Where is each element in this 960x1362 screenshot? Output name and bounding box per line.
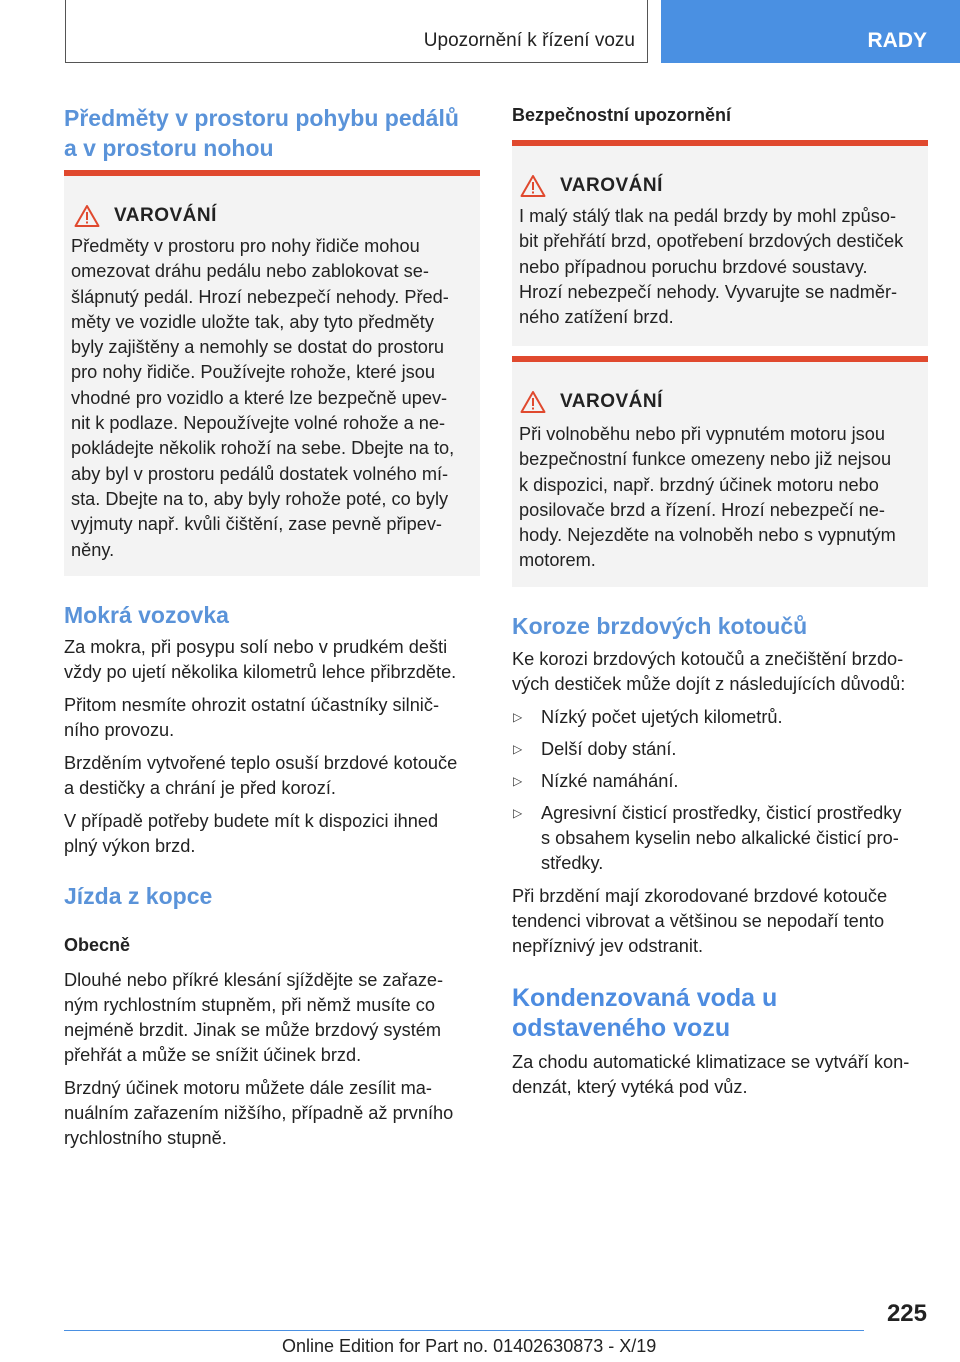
warning-box-idling bbox=[512, 356, 928, 587]
warning-label: VAROVÁNÍ bbox=[560, 175, 663, 196]
paragraph-downhill-1 bbox=[64, 968, 443, 1068]
text-line: Hrozí nebezpečí nehody. Vyvarujte se nadměr‐ bbox=[519, 281, 898, 302]
warning-box-objects bbox=[64, 170, 480, 576]
text-line: bit přehřátí brzd, opotřebení brzdových destiček bbox=[519, 231, 904, 252]
text-line: přehřát a může se snížit účinek brzd. bbox=[64, 1045, 362, 1065]
text-line: rychlostního stupně. bbox=[64, 1128, 227, 1148]
heading-brake-corrosion: Koroze brzdových kotoučů bbox=[512, 613, 808, 639]
text-line: Při brzdění mají zkorodované brzdové kotouče bbox=[512, 886, 888, 906]
text-line: motorem. bbox=[519, 550, 596, 571]
warning-text bbox=[519, 422, 896, 574]
text-line: ným rychlostním stupněm, při němž musíte co bbox=[64, 995, 435, 1015]
text-line: Delší doby stání. bbox=[541, 739, 677, 759]
text-line: vyjmuty např. kvůli čištění, zase pevně připev‐ bbox=[71, 514, 442, 535]
text-line: nejméně brzdit. Jinak se může brzdový systém bbox=[64, 1020, 442, 1040]
text-line: V případě potřeby budete mít k dispozici ihned bbox=[64, 811, 439, 831]
text-line: posilovače brzd a řízení. Hrozí nebezpečí ne‐ bbox=[519, 499, 885, 520]
warning-box-brake-pressure bbox=[512, 140, 928, 346]
paragraph-wet-3 bbox=[64, 751, 457, 801]
list-item bbox=[512, 737, 928, 762]
triangle-right-outline-icon: ▷ bbox=[513, 774, 523, 788]
heading-line: Kondenzovaná voda u bbox=[512, 984, 778, 1012]
heading-objects-pedal-area bbox=[64, 103, 459, 163]
text-line: Přitom nesmíte ohrozit ostatní účastníky silnič‐ bbox=[64, 695, 440, 715]
text-line: Nízký počet ujetých kilometrů. bbox=[541, 707, 783, 727]
text-line: hody. Nejezděte na volnoběh nebo s vypnutým bbox=[519, 525, 896, 546]
warning-header bbox=[74, 202, 217, 230]
header-tab-rady[interactable] bbox=[661, 0, 960, 63]
text-line: Za chodu automatické klimatizace se vytváří kon‐ bbox=[512, 1052, 910, 1072]
text-line: bezpečnostní funkce omezeny nebo již nejsou bbox=[519, 449, 892, 470]
text-line: Brzdný účinek motoru můžete dále zesílit ma‐ bbox=[64, 1078, 432, 1098]
list-item bbox=[512, 705, 928, 730]
list-item bbox=[512, 769, 928, 794]
warning-header bbox=[520, 172, 663, 200]
list-item-text bbox=[541, 705, 783, 730]
text-line: Brzděním vytvořené teplo osuší brzdové kotouče bbox=[64, 753, 458, 773]
heading-line: Předměty v prostoru pohybu pedálů bbox=[64, 105, 459, 131]
warning-text bbox=[71, 234, 454, 563]
header-tab-label: RADY bbox=[867, 29, 927, 52]
text-line: denzát, který vytéká pod vůz. bbox=[512, 1077, 748, 1097]
text-line: k dispozici, např. brzdný účinek motoru nebo bbox=[519, 474, 879, 495]
heading-line: a v prostoru nohou bbox=[64, 135, 274, 161]
paragraph-wet-1 bbox=[64, 635, 456, 685]
text-line: něny. bbox=[71, 539, 115, 560]
text-line: nuálním zařazením nižšího, případně až prvního bbox=[64, 1103, 454, 1123]
text-line: Agresivní čisticí prostředky, čisticí prostředky bbox=[541, 803, 902, 823]
triangle-right-outline-icon: ▷ bbox=[513, 742, 523, 756]
text-line: aby byl v prostoru pedálů dostatek volného mí‐ bbox=[71, 463, 449, 484]
paragraph-condensate bbox=[512, 1050, 909, 1100]
paragraph-downhill-2 bbox=[64, 1076, 453, 1151]
list-item bbox=[512, 801, 928, 876]
heading-wet-road: Mokrá vozovka bbox=[64, 602, 229, 628]
text-line: sta. Dbejte na to, aby byly rohože poté, co byly bbox=[71, 488, 449, 509]
text-line: Předměty v prostoru pro nohy řidiče mohou bbox=[71, 236, 420, 256]
text-line: tendenci vibrovat a většinou se nepodaří tento bbox=[512, 911, 885, 931]
heading-line: odstaveného vozu bbox=[512, 1014, 731, 1042]
list-item-text bbox=[541, 801, 901, 876]
text-line: středky. bbox=[541, 853, 604, 873]
text-line: a destičky a chrání je před korozí. bbox=[64, 778, 336, 798]
heading-safety-notes: Bezpečnostní upozornění bbox=[512, 105, 732, 125]
warning-label: VAROVÁNÍ bbox=[560, 391, 663, 412]
warning-text bbox=[519, 204, 903, 330]
text-line: měty ve vozidle uložte tak, aby tyto předměty bbox=[71, 311, 434, 332]
heading-downhill: Jízda z kopce bbox=[64, 883, 213, 909]
page-number: 225 bbox=[886, 1300, 927, 1327]
text-line: omezovat dráhu pedálu nebo zablokovat se‐ bbox=[71, 261, 429, 282]
header-section-title: Upozornění k řízení vozu bbox=[423, 30, 635, 51]
text-line: I malý stálý tlak na pedál brzdy by mohl způso‐ bbox=[519, 206, 897, 226]
heading-condensate bbox=[512, 983, 777, 1043]
text-line: ného zatížení brzd. bbox=[519, 307, 674, 328]
text-line: Dlouhé nebo příkré klesání sjíždějte se zařaze‐ bbox=[64, 970, 444, 990]
paragraph-wet-4 bbox=[64, 809, 438, 859]
list-item-text bbox=[541, 737, 676, 762]
text-line: s obsahem kyselin nebo alkalické čisticí pro‐ bbox=[541, 828, 899, 848]
text-line: pokládejte několik rohoží na sebe. Dbejte na to, bbox=[71, 438, 455, 459]
text-line: vždy po ujetí několika kilometrů lehce přibrzděte. bbox=[64, 662, 457, 682]
text-line: šlápnutý pedál. Hrozí nebezpečí nehody. Před‐ bbox=[71, 286, 449, 307]
warning-triangle-icon bbox=[520, 390, 546, 414]
text-line: nepříznivý jev odstranit. bbox=[512, 936, 704, 956]
warning-triangle-icon bbox=[520, 174, 546, 198]
paragraph-corrosion-1 bbox=[512, 647, 905, 697]
header-section-box bbox=[65, 0, 648, 63]
text-line: Ke korozi brzdových kotoučů a znečištění brzdo‐ bbox=[512, 649, 904, 669]
text-line: Nízké namáhání. bbox=[541, 771, 679, 791]
text-line: plný výkon brzd. bbox=[64, 836, 196, 856]
text-line: vých destiček může dojít z následujících důvodů: bbox=[512, 674, 906, 694]
text-line: byly zajištěny a nemohly se dostat do prostoru bbox=[71, 337, 445, 358]
triangle-right-outline-icon: ▷ bbox=[513, 710, 523, 724]
subheading-general: Obecně bbox=[64, 935, 131, 955]
text-line: ního provozu. bbox=[64, 720, 175, 740]
text-line: vhodné pro vozidlo a které lze bezpečně upev‐ bbox=[71, 387, 448, 408]
footer-edition-text: Online Edition for Part no. 01402630873 - X/19 bbox=[282, 1336, 657, 1356]
triangle-right-outline-icon: ▷ bbox=[513, 806, 523, 820]
paragraph-wet-2 bbox=[64, 693, 439, 743]
text-line: nebo případnou poruchu brzdové soustavy. bbox=[519, 256, 868, 277]
text-line: Při volnoběhu nebo při vypnutém motoru jsou bbox=[519, 424, 885, 444]
warning-triangle-icon bbox=[74, 204, 100, 228]
list-item-text bbox=[541, 769, 679, 794]
warning-label: VAROVÁNÍ bbox=[114, 205, 217, 226]
footer-divider bbox=[64, 1330, 864, 1331]
text-line: nit k podlaze. Nepoužívejte volné rohože a ne‐ bbox=[71, 413, 446, 434]
text-line: Za mokra, při posypu solí nebo v prudkém dešti bbox=[64, 637, 448, 657]
paragraph-corrosion-2 bbox=[512, 884, 887, 959]
warning-header bbox=[520, 388, 663, 416]
text-line: pro nohy řidiče. Používejte rohože, které jsou bbox=[71, 362, 435, 383]
